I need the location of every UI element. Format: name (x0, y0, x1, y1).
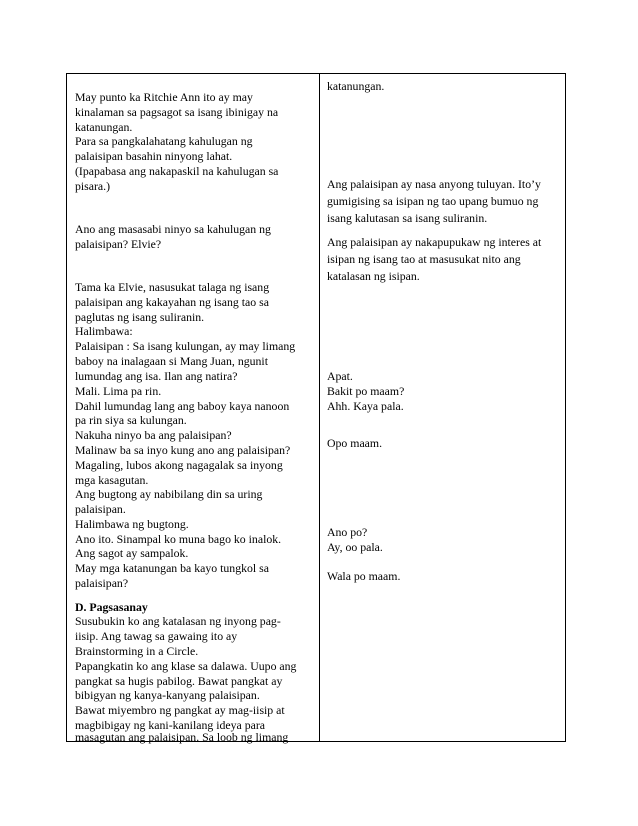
text-line: May mga katanungan ba kayo tungkol sa (75, 561, 269, 575)
text-line: Wala po maam. (327, 569, 401, 583)
text-line: kinalaman sa pagsagot sa isang ibinigay na (75, 105, 279, 119)
text-line: Bakit po maam? (327, 384, 405, 398)
text-line: Ano ito. Sinampal ko muna bago ko inalok. (75, 532, 282, 546)
text-line: isipan ng isang tao at masusukat nito ang (327, 252, 521, 266)
text-line: magbibigay ng kani-kanilang ideya para (75, 718, 265, 732)
text-line: Papangkatin ko ang klase sa dalawa. Uupo ang (75, 659, 297, 673)
text-line: Halimbawa: (75, 324, 133, 338)
text-line: Bawat miyembro ng pangkat ay mag-iisip at (75, 703, 285, 717)
text-line: Palaisipan : Sa isang kulungan, ay may limang (75, 339, 296, 353)
text-line: katalasan ng isipan. (327, 269, 420, 283)
text-line: baboy na inalagaan si Mang Juan, ngunit (75, 354, 268, 368)
text-line: masagutan ang palaisipan. Sa loob ng limang (75, 730, 289, 744)
text-line: lumundag ang isa. Ilan ang natira? (75, 369, 238, 383)
text-line: Ahh. Kaya pala. (327, 399, 404, 413)
text-line: palaisipan ang kakayahan ng isang tao sa (75, 295, 269, 309)
text-line: Nakuha ninyo ba ang palaisipan? (75, 428, 232, 442)
text-line: Malinaw ba sa inyo kung ano ang palaisipan? (75, 443, 291, 457)
text-line: (Ipapabasa ang nakapaskil na kahulugan sa (75, 164, 279, 178)
text-line: Halimbawa ng bugtong. (75, 517, 189, 531)
text-line: palaisipan? Elvie? (75, 237, 162, 251)
text-line: Apat. (327, 369, 353, 383)
text-line: Para sa pangkalahatang kahulugan ng (75, 134, 253, 148)
text-line: katanungan. (327, 79, 385, 93)
text-line: bibigyan ng kanya-kanyang palaisipan. (75, 688, 260, 702)
text-line: palaisipan basahin ninyong lahat. (75, 149, 233, 163)
lesson-table (66, 73, 566, 742)
text-line: Tama ka Elvie, nasusukat talaga ng isang (75, 280, 270, 294)
text-line: Ay, oo pala. (327, 540, 383, 554)
text-line: Ang palaisipan ay nakapupukaw ng interes at (327, 235, 542, 249)
text-line: isang kalutasan sa isang suliranin. (327, 211, 488, 225)
text-line: Ano ang masasabi ninyo sa kahulugan ng (75, 222, 271, 236)
text-line: mga kasagutan. (75, 473, 149, 487)
text-line: Mali. Lima pa rin. (75, 384, 162, 398)
text-line: Brainstorming in a Circle. (75, 644, 199, 658)
text-line: pangkat sa hugis pabilog. Bawat pangkat ay (75, 674, 283, 688)
text-line: Ang sagot ay sampalok. (75, 546, 189, 560)
text-line: Magaling, lubos akong nagagalak sa inyong (75, 458, 283, 472)
section-heading: D. Pagsasanay (75, 600, 148, 614)
text-line: gumigising sa isipan ng tao upang bumuo ng (327, 194, 539, 208)
text-line: palaisipan? (75, 576, 129, 590)
text-line: Ang palaisipan ay nasa anyong tuluyan. Ito’y (327, 177, 541, 191)
text-line: Susubukin ko ang katalasan ng inyong pag- (75, 614, 281, 628)
text-line: Dahil lumundag lang ang baboy kaya nanoon (75, 399, 290, 413)
text-line: Ano po? (327, 525, 368, 539)
text-line: pisara.) (75, 179, 111, 193)
text-line: pa rin siya sa kulungan. (75, 413, 187, 427)
text-line: Opo maam. (327, 436, 383, 450)
text-line: May punto ka Ritchie Ann ito ay may (75, 90, 253, 104)
column-divider (319, 74, 320, 741)
text-line: iisip. Ang tawag sa gawaing ito ay (75, 629, 238, 643)
text-line: paglutas ng isang suliranin. (75, 310, 205, 324)
text-line: Ang bugtong ay nabibilang din sa uring (75, 487, 263, 501)
text-line: palaisipan. (75, 502, 126, 516)
text-line: katanungan. (75, 120, 133, 134)
